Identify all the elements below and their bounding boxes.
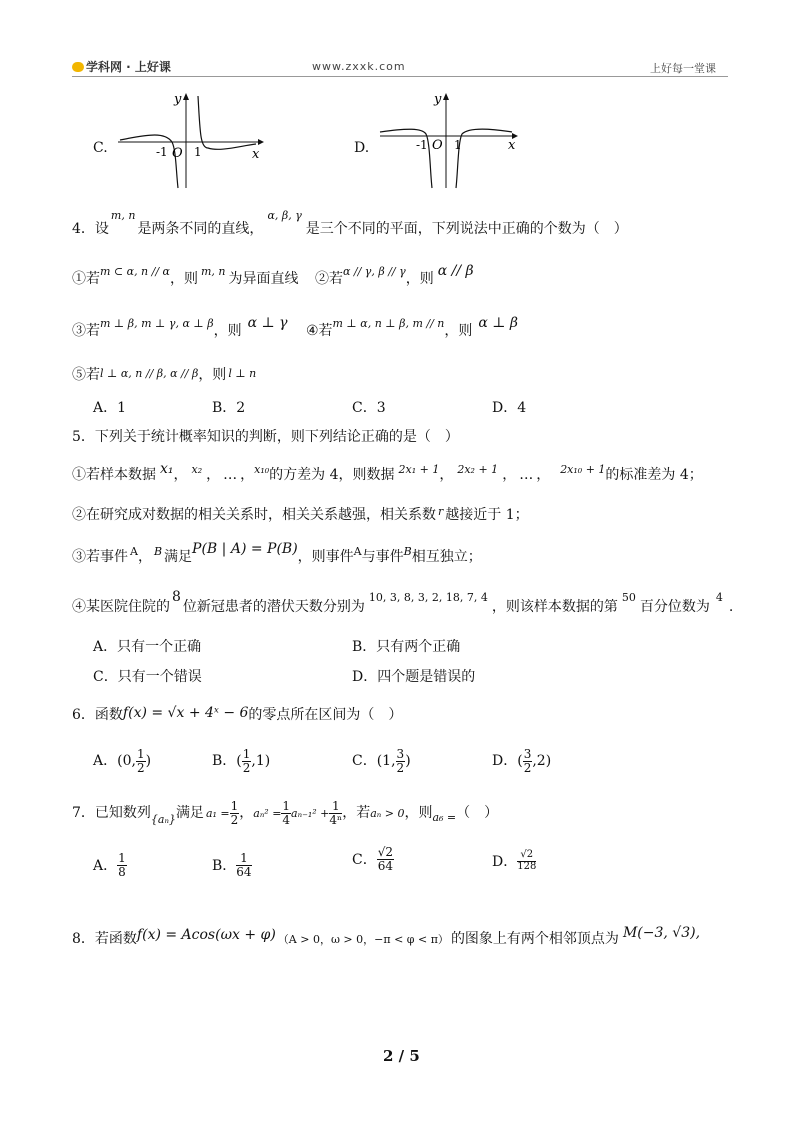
graph-option-c xyxy=(110,90,270,190)
q4-option-b: B．2 xyxy=(212,400,246,416)
logo-text: 学科网 · 上好课 xyxy=(86,60,171,74)
q7-option-d: D． $\frac{√2}{128}$ xyxy=(492,849,537,872)
page-number: 2 / 5 xyxy=(383,1047,420,1065)
option-d-label: D. xyxy=(354,140,370,156)
q4-option-a: A．1 xyxy=(93,400,127,416)
graph-option-d xyxy=(372,90,532,190)
q4-statement-5: ⑤若l ⊥ α, n // β, α // β，则 l ⊥ n xyxy=(72,367,257,383)
q4-stem: 4．设$^{m, n}$是两条不同的直线，$^{\alpha, \beta, \gamma}$是三个不同的平面，下列说法中正确的个数为（ ） xyxy=(72,209,628,237)
q6-option-b: B．( $\frac{1}{2}$ ,1) xyxy=(212,747,271,775)
graph-c-neg1: -1 xyxy=(156,145,168,159)
q6-option-a: A．(0, $\frac{1}{2}$ ) xyxy=(93,747,152,775)
site-logo xyxy=(72,58,171,75)
graph-c-x-label: x xyxy=(252,147,260,162)
header-url: www.zxxk.com xyxy=(312,60,406,73)
graph-d-pos1: 1 xyxy=(454,138,462,152)
graph-d-y-label: y xyxy=(434,92,442,107)
graph-c-y-label: y xyxy=(174,92,182,107)
q5-statement-4: ④某医院住院的8位新冠患者的潜伏天数分别为$^{10, 3, 8, 3, 2, 18, 7, 4}$，则该样本数据的第$^{50}$百分位数为$^4$. xyxy=(72,589,734,615)
graph-d-neg1: -1 xyxy=(416,138,428,152)
q5-statement-2: ②在研究成对数据的相关关系时，相关关系越强，相关系数 $^r$ 越接近于 1； xyxy=(72,505,529,523)
graph-d-origin: O xyxy=(432,138,443,153)
q4-statement-3: ③若$^{m \perp \beta, m \perp \gamma, \alpha \perp \beta}$，则 α ⊥ γ ④若$^{m \perp \alpha, n \perp \beta, m // n}$，则 α ⊥ β xyxy=(72,315,519,339)
option-c-label: C. xyxy=(93,140,108,156)
q4-option-d: D．4 xyxy=(492,400,527,416)
graph-c-origin: O xyxy=(172,146,183,161)
q5-statement-3: ③若事件 $^A$， $^B$ 满足P(B | A) = P(B)，则事件$^A$与事件$^B$相互独立； xyxy=(72,541,482,565)
q7-option-a: A． $\frac{1}{8}$ xyxy=(93,851,126,879)
q4-option-c: C．3 xyxy=(352,400,386,416)
q5-option-d: D．四个题是错误的 xyxy=(352,669,476,685)
header-rule xyxy=(72,76,728,77)
graph-d-x-label: x xyxy=(508,138,516,153)
q5-statement-1: ①若样本数据 x₁， $^{x_2}$ ， … ，$^{x_{10}}$的方差为 4，则数据 $^{2x_1 + 1}$， $^{2x_2 + 1}$ ， … ， $^{2x_{10} + 1}$的标准差为 4； xyxy=(72,461,703,483)
q5-option-c: C．只有一个错误 xyxy=(93,669,202,685)
q5-stem: 5．下列关于统计概率知识的判断，则下列结论正确的是（ ） xyxy=(72,429,459,445)
q7-option-b: B． $\frac{1}{64}$ xyxy=(212,851,252,879)
q6-option-d: D．( $\frac{3}{2}$ ,2) xyxy=(492,747,552,775)
q7-stem: 7．已知数列$_{\{a_n\}}$满足 a₁ = $\frac{1}{2}$ ，aₙ² = $\frac{1}{4}$ aₙ₋₁² + $\frac{1}{\text{4ⁿ}}$ ，若aₙ > 0，则$_{a_6 =}$（ ） xyxy=(72,799,499,827)
q6-option-c: C．(1, $\frac{3}{2}$ ) xyxy=(352,747,411,775)
q8-stem: 8．若函数f(x) = Acos(ωx + φ) （A > 0，ω > 0，−π < φ < π） 的图象上有两个相邻顶点为 M(−3, √3), xyxy=(72,925,701,947)
q6-stem: 6．函数f(x) = √x + 4ˣ − 6的零点所在区间为（ ） xyxy=(72,705,403,723)
q5-option-a: A．只有一个正确 xyxy=(93,639,202,655)
q4-statement-1: ①若$^{m \subset \alpha, n // \alpha}$，则 $^{m, n}$ 为异面直线 ②若$^{\alpha // \gamma, \beta // \gamma}$，则 α // β xyxy=(72,263,474,287)
header-slogan: 上好每一堂课 xyxy=(650,62,716,75)
q5-option-b: B．只有两个正确 xyxy=(352,639,461,655)
graph-c-pos1: 1 xyxy=(194,145,202,159)
q7-option-c: C． $\frac{√2}{64}$ xyxy=(352,845,393,873)
logo-owl-icon xyxy=(72,62,84,72)
